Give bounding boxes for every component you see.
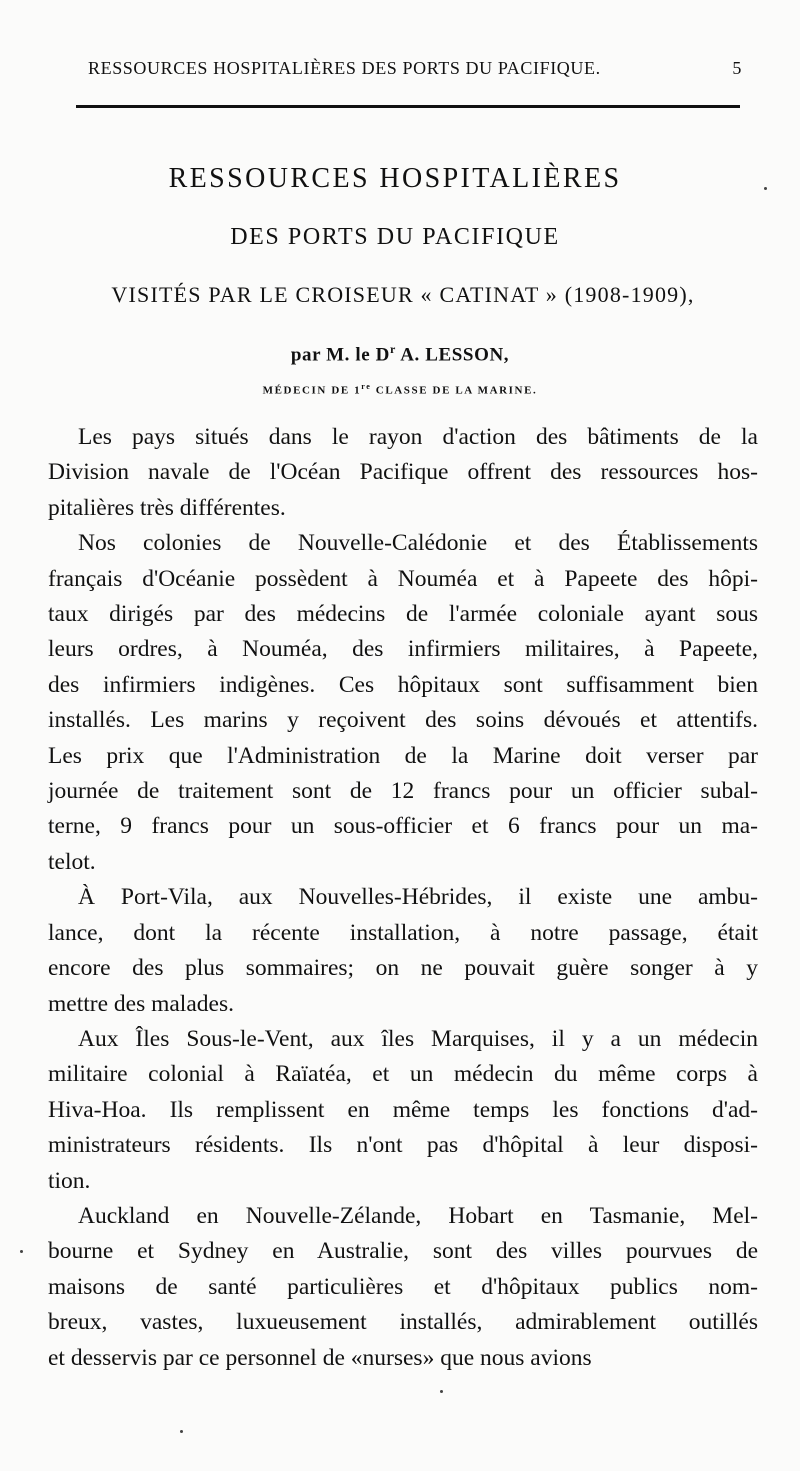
text-line: Les prix que l'Administration de la Marine doit verser par <box>48 742 758 769</box>
text-line: À Port-Vila, aux Nouvelles-Hébrides, il existe une ambu- <box>78 884 758 911</box>
article-title-line2: DES PORTS DU PACIFIQUE <box>230 224 560 250</box>
body-text <box>48 420 758 1376</box>
text-line: des infirmiers indigènes. Ces hôpitaux sont suffisamment bien <box>48 671 758 698</box>
paragraph <box>48 1199 758 1376</box>
text-line: encore des plus sommaires; on ne pouvait guère songer à y <box>48 955 758 982</box>
text-line: terne, 9 francs pour un sous-officier et 6 francs pour un ma- <box>48 813 758 840</box>
affiliation-prefix: MÉDECIN DE 1 <box>262 384 362 397</box>
text-line: Auckland en Nouvelle-Zélande, Hobart en Tasmanie, Mel- <box>78 1202 758 1229</box>
article-title: RESSOURCES HOSPITALIÈRES <box>168 163 622 194</box>
paragraph <box>48 1022 758 1199</box>
text-line: mettre des malades. <box>48 990 234 1017</box>
text-line: journée de traitement sont de 12 francs pour un officier subal- <box>48 778 758 805</box>
affiliation-sup: re <box>361 382 372 391</box>
text-line: bourne et Sydney en Australie, sont des villes pourvues de <box>48 1238 758 1265</box>
print-speck <box>764 187 767 190</box>
text-line: français d'Océanie possèdent à Nouméa et à Papeete des hôpi- <box>48 565 758 592</box>
running-head-title: RESSOURCES HOSPITALIÈRES DES PORTS DU PACIFIQUE. <box>88 58 601 78</box>
text-line: installés. Les marins y reçoivent des soins dévoués et attentifs. <box>48 707 758 734</box>
page-number: 5 <box>732 58 742 78</box>
text-line: Les pays situés dans le rayon d'action des bâtiments de la <box>78 424 758 450</box>
text-line: leurs ordres, à Nouméa, des infirmiers militaires, à Papeete, <box>48 636 758 663</box>
text-line: et desservis par ce personnel de «nurses» que nous avions <box>48 1344 592 1371</box>
text-line: Nos colonies de Nouvelle-Calédonie et des Établissements <box>78 530 758 557</box>
author-title-sup: r <box>389 342 396 356</box>
article-subtitle: VISITÉS PAR LE CROISEUR « CATINAT » (1908-1909), <box>111 282 695 307</box>
paragraph <box>48 880 758 1022</box>
author-byline <box>0 342 800 366</box>
text-line: Division navale de l'Océan Pacifique offrent des ressources hos- <box>48 459 758 486</box>
text-line: maisons de santé particulières et d'hôpitaux publics nom- <box>48 1273 758 1300</box>
paragraph <box>48 420 758 526</box>
header-rule <box>76 105 740 108</box>
paragraph <box>48 526 758 880</box>
author-name: A. LESSON, <box>395 344 510 366</box>
text-line: ministrateurs résidents. Ils n'ont pas d'hôpital à leur disposi- <box>48 1132 758 1159</box>
running-head <box>88 58 742 79</box>
text-line: telot. <box>48 848 96 875</box>
text-line: lance, dont la récente installation, à notre passage, était <box>48 919 758 946</box>
text-line: Aux Îles Sous-le-Vent, aux îles Marquises, il y a un médecin <box>78 1025 758 1052</box>
text-line: breux, vastes, luxueusement installés, admirablement outillés <box>48 1309 758 1336</box>
print-speck <box>20 1250 23 1253</box>
text-line: taux dirigés par des médecins de l'armée coloniale ayant sous <box>48 601 758 628</box>
print-speck <box>440 1390 443 1393</box>
author-prefix: par M. le D <box>290 344 390 366</box>
author-affiliation <box>0 382 800 397</box>
text-line: pitalières très différentes. <box>48 494 286 521</box>
text-line: militaire colonial à Raïatéa, et un médecin du même corps à <box>48 1061 758 1088</box>
text-line: Hiva-Hoa. Ils remplissent en même temps les fonctions d'ad- <box>48 1096 758 1123</box>
text-line: tion. <box>48 1167 91 1194</box>
print-speck <box>180 1430 183 1433</box>
affiliation-rest: CLASSE DE LA MARINE. <box>371 384 538 397</box>
